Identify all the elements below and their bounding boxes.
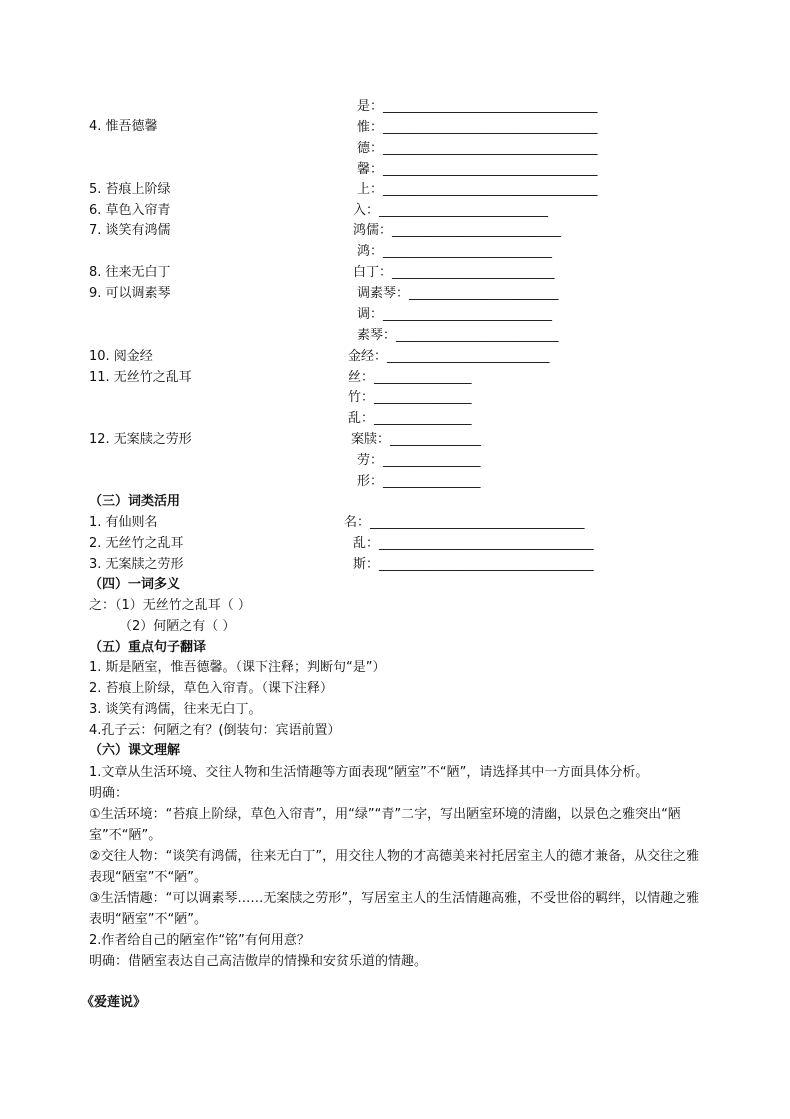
translation-2: 2. 苔痕上阶绿，草色入帘青。（课下注释） [89, 681, 334, 696]
polysemy-line-2: （2）何陋之有（ ） [119, 619, 236, 634]
section3-item-2: 2. 无丝竹之乱耳 [89, 536, 184, 551]
vocab-item-8: 8. 往来无白丁 [89, 265, 171, 280]
blank-xin[interactable]: 馨：_________________________________ [357, 162, 598, 177]
blank-tiao[interactable]: 调：__________________________ [357, 307, 553, 322]
translation-1: 1. 斯是陋室，惟吾德馨。（课下注释；判断句“是”） [89, 660, 386, 675]
section6-heading: （六）课文理解 [89, 743, 181, 758]
blank-hong[interactable]: 鸿：__________________________ [357, 244, 553, 259]
next-lesson-title: 《爱莲说》 [81, 995, 147, 1010]
section3-item-1: 1. 有仙则名 [89, 515, 158, 530]
blank-shi[interactable]: 是：_________________________________ [357, 99, 598, 114]
comprehension-block [89, 762, 701, 972]
answer-interest: ③生活情趣：“可以调素琴……无案牍之劳形”，写居室主人的生活情趣高雅，不受世俗的羁绊，以情趣之雅表明“陋室”不“陋”。 [89, 891, 700, 927]
section4-heading: （四）一词多义 [89, 577, 181, 592]
blank-zhu[interactable]: 竹：_______________ [348, 390, 472, 405]
blank-shang[interactable]: 上：_________________________________ [357, 182, 598, 197]
vocab-item-6: 6. 草色入帘青 [89, 203, 171, 218]
blank-jinjing[interactable]: 金经：_________________________ [348, 349, 550, 364]
question-2: 2.作者给自己的陋室作“铭”有何用意？ [89, 933, 310, 948]
blank-ming[interactable]: 名：_________________________________ [344, 515, 585, 530]
blank-si-2[interactable]: 斯：_________________________________ [353, 557, 594, 572]
vocab-item-4: 4. 惟吾德馨 [89, 119, 158, 134]
blank-si[interactable]: 丝：_______________ [348, 370, 472, 385]
blank-tiaosuqin[interactable]: 调素琴：_______________________ [357, 286, 559, 301]
section3-item-3: 3. 无案牍之劳形 [89, 557, 184, 572]
blank-andu[interactable]: 案牍：______________ [351, 432, 482, 447]
translation-3: 3. 谈笑有鸿儒，往来无白丁。 [89, 702, 262, 717]
translation-4: 4.孔子云：何陋之有？(倒装句：宾语前置） [89, 723, 341, 738]
blank-luan[interactable]: 乱：_______________ [348, 411, 472, 426]
section3-heading: （三）词类活用 [89, 494, 181, 509]
polysemy-line-1: 之：（1）无丝竹之乱耳（ ） [89, 598, 251, 613]
blank-hongru[interactable]: 鸿儒：__________________________ [353, 223, 562, 238]
answer-intent: 明确：借陋室表达自己高洁傲岸的情操和安贫乐道的情趣。 [89, 954, 428, 969]
blank-wei[interactable]: 惟：_________________________________ [357, 120, 598, 135]
section5-heading: （五）重点句子翻译 [89, 640, 207, 655]
answer-people: ②交往人物：“谈笑有鸿儒，往来无白丁”，用交往人物的才高德美来衬托居室主人的德才兼备，从交往之雅表现“陋室”不“陋”。 [89, 849, 700, 885]
blank-xing[interactable]: 形：_______________ [357, 474, 481, 489]
blank-de[interactable]: 德：_________________________________ [357, 141, 598, 156]
vocab-item-5: 5. 苔痕上阶绿 [89, 182, 171, 197]
blank-luan-2[interactable]: 乱：_________________________________ [353, 536, 594, 551]
vocab-item-10: 10. 阅金经 [89, 349, 153, 364]
blank-lao[interactable]: 劳：_______________ [357, 453, 481, 468]
vocab-item-7: 7. 谈笑有鸿儒 [89, 223, 171, 238]
answer-label: 明确： [89, 786, 129, 801]
vocab-item-11: 11. 无丝竹之乱耳 [89, 370, 192, 385]
vocab-item-9: 9. 可以调素琴 [89, 286, 171, 301]
vocab-item-12: 12. 无案牍之劳形 [89, 432, 192, 447]
question-1: 1.文章从生活环境、交往人物和生活情趣等方面表现“陋室”不“陋”，请选择其中一方面具体分析。 [89, 765, 649, 780]
answer-environment: ①生活环境：“苔痕上阶绿，草色入帘青”，用“绿”“青”二字，写出陋室环境的清幽，以景色之雅突出“陋室”不“陋”。 [89, 807, 681, 843]
blank-ru[interactable]: 入：__________________________ [353, 203, 549, 218]
blank-suqin[interactable]: 素琴：_________________________ [357, 328, 559, 343]
blank-baiding[interactable]: 白丁：_________________________ [353, 265, 555, 280]
